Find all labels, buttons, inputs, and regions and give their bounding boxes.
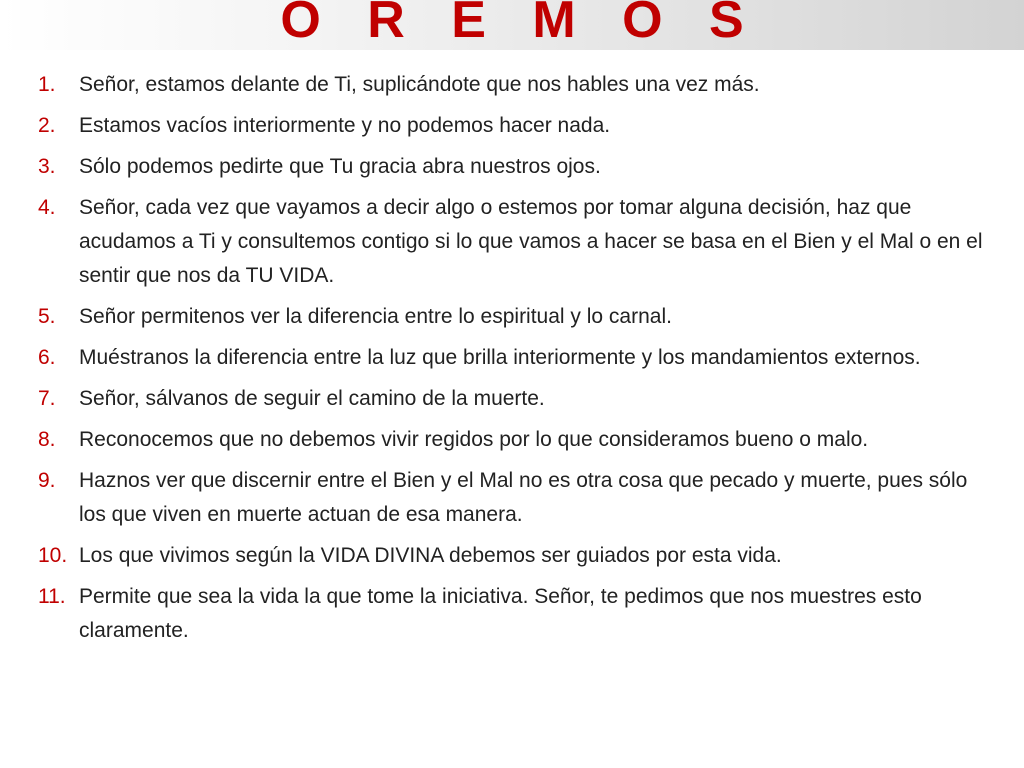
item-number: 9. — [38, 469, 56, 492]
list-item — [38, 109, 988, 143]
item-number: 3. — [38, 155, 56, 178]
item-text: Permite que sea la vida la que tome la iniciativa. Señor, te pedimos que nos muestres esto claramente. — [79, 585, 922, 642]
list-item — [38, 68, 988, 102]
item-number: 5. — [38, 305, 56, 328]
item-text: Señor permitenos ver la diferencia entre lo espiritual y lo carnal. — [79, 305, 672, 328]
item-number: 6. — [38, 346, 56, 369]
item-text: Los que vivimos según la VIDA DIVINA debemos ser guiados por esta vida. — [79, 544, 782, 567]
item-number: 11. — [38, 585, 66, 608]
item-number: 1. — [38, 73, 56, 96]
item-text: Sólo podemos pedirte que Tu gracia abra nuestros ojos. — [79, 155, 601, 178]
list-item — [38, 150, 988, 184]
item-number: 8. — [38, 428, 56, 451]
slide-title: O R E M O S — [280, 0, 760, 49]
item-text: Señor, estamos delante de Ti, suplicándote que nos hables una vez más. — [79, 73, 760, 96]
prayer-list — [38, 68, 988, 655]
list-item — [38, 423, 988, 457]
item-number: 10. — [38, 544, 68, 567]
item-text: Señor, cada vez que vayamos a decir algo o estemos por tomar alguna decisión, haz que acudamos a Ti y consultemos contigo si lo que vamos a hacer se basa en el Bien y el Mal o en el sentir que nos da TU VIDA. — [79, 196, 983, 287]
item-text: Estamos vacíos interiormente y no podemos hacer nada. — [79, 114, 611, 137]
list-item — [38, 464, 988, 532]
list-item — [38, 539, 988, 573]
list-item — [38, 341, 988, 375]
item-number: 4. — [38, 196, 56, 219]
item-number: 7. — [38, 387, 56, 410]
list-item — [38, 580, 988, 648]
item-text: Muéstranos la diferencia entre la luz que brilla interiormente y los mandamientos externos. — [79, 346, 921, 369]
item-text: Reconocemos que no debemos vivir regidos por lo que consideramos bueno o malo. — [79, 428, 869, 451]
item-text: Señor, sálvanos de seguir el camino de la muerte. — [79, 387, 545, 410]
list-item — [38, 300, 988, 334]
list-item — [38, 191, 988, 293]
list-item — [38, 382, 988, 416]
item-text: Haznos ver que discernir entre el Bien y el Mal no es otra cosa que pecado y muerte, pues sólo los que viven en muerte actuan de esa manera. — [79, 469, 968, 526]
title-band — [0, 0, 1024, 50]
item-number: 2. — [38, 114, 56, 137]
